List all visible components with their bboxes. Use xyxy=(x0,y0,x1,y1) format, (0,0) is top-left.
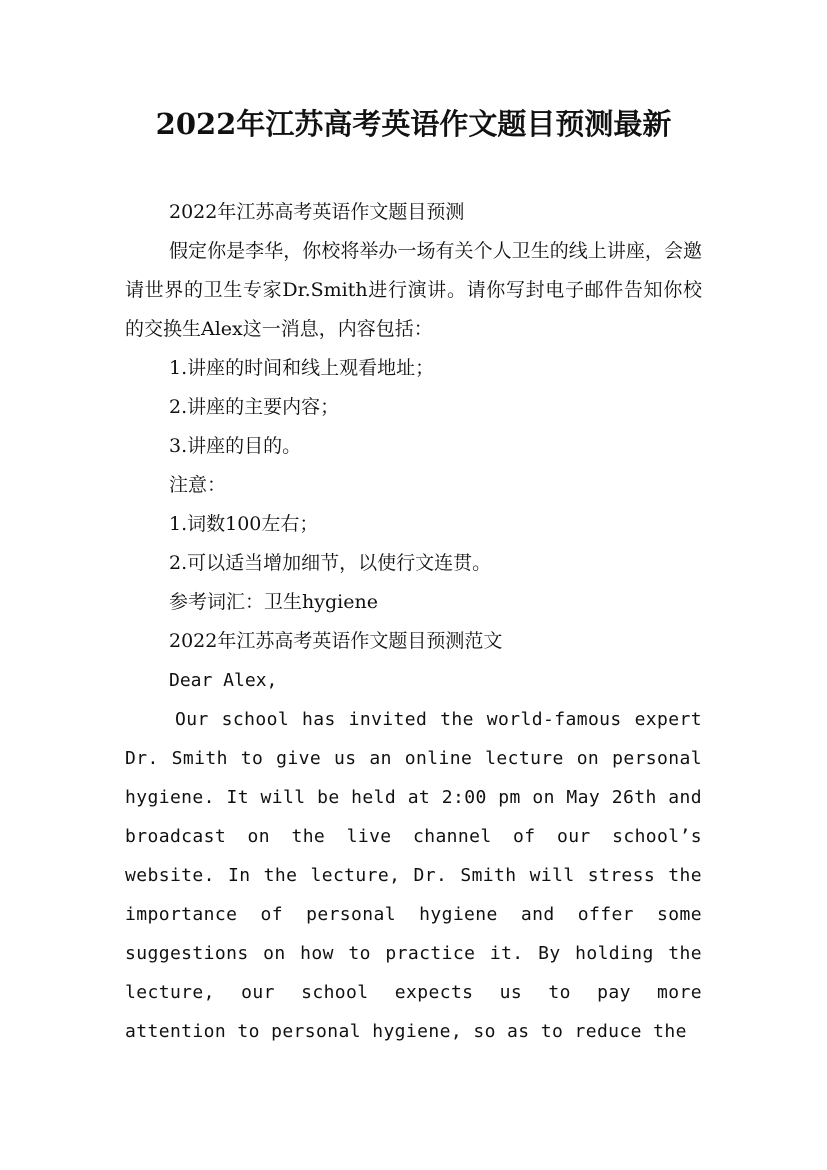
point-item: 2.讲座的主要内容； xyxy=(169,396,340,418)
vocab-line: 参考词汇：卫生hygiene xyxy=(169,591,378,613)
point-item: 3.讲座的目的。 xyxy=(169,435,302,457)
sample-heading: 2022年江苏高考英语作文题目预测范文 xyxy=(169,630,503,652)
section-heading: 2022年江苏高考英语作文题目预测 xyxy=(169,201,465,223)
note-item: 2.可以适当增加细节，以使行文连贯。 xyxy=(169,552,492,574)
prompt-paragraph: 假定你是李华，你校将举办一场有关个人卫生的线上讲座，会邀请世界的卫生专家Dr.Smith进行演讲。请你写封电子邮件告知你校的交换生Alex这一消息，内容包括： xyxy=(125,240,702,340)
point-item: 1.讲座的时间和线上观看地址； xyxy=(169,357,435,379)
note-label: 注意： xyxy=(169,474,227,496)
salutation: Dear Alex, xyxy=(169,670,278,691)
note-item: 1.词数100左右； xyxy=(169,513,319,535)
document-body xyxy=(125,193,702,1051)
document-title: 2022年江苏高考英语作文题目预测最新 xyxy=(155,107,672,141)
essay-paragraph: Our school has invited the world-famous expert Dr. Smith to give us an online lecture on personal hygiene. It will be held at 2:00 pm on May 26th and broadcast on the live channel of our school’s website. In the lecture, Dr. Smith will stress the importance of personal hygiene and offer some suggestions on how to practice it. By holding the lecture, our school expects us to pay more attention to personal hygiene, so as to reduce the xyxy=(125,709,702,1042)
